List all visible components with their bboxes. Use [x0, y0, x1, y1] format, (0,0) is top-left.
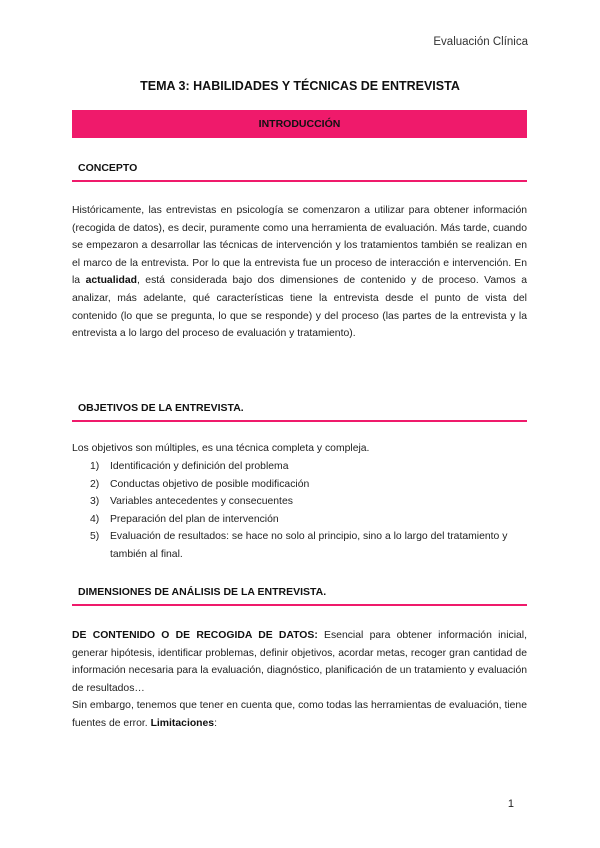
dimensiones-heading: DIMENSIONES DE ANÁLISIS DE LA ENTREVISTA.: [72, 586, 527, 606]
list-item-number: 4): [90, 513, 100, 525]
concepto-paragraph: [72, 202, 527, 343]
running-header: Evaluación Clínica: [433, 36, 528, 48]
dimensiones-paragraph-1: [72, 627, 527, 697]
list-item-text: Evaluación de resultados: se hace no solo al principio, sino a lo largo del tratamiento y también al final.: [110, 531, 508, 560]
section-banner: INTRODUCCIÓN: [72, 110, 527, 138]
dimensiones-paragraph-2: [72, 697, 527, 732]
list-item-number: 3): [90, 496, 100, 508]
document-title: TEMA 3: HABILIDADES Y TÉCNICAS DE ENTREVISTA: [140, 79, 460, 93]
list-item: [72, 458, 527, 476]
dimensiones-text-end: :: [214, 717, 217, 729]
list-item-number: 5): [90, 531, 100, 543]
list-item: [72, 493, 527, 511]
concepto-heading: CONCEPTO: [72, 162, 527, 182]
list-item: [72, 476, 527, 494]
list-item-number: 2): [90, 478, 100, 490]
objetivos-list: [72, 458, 527, 564]
list-item: [72, 511, 527, 529]
list-item: [72, 528, 527, 563]
page-number: 1: [507, 798, 514, 810]
dimensiones-text-1: Esencial para obtener información inicial, generar hipótesis, identificar problemas, definir objetivos, acordar metas, recoger gran cantidad de información necesaria para la evaluación, diagnóstico, planificación de un tratamiento y evaluación de resultados…: [72, 630, 527, 694]
concepto-text-2: , está considerada bajo dos dimensiones de contenido y de proceso. Vamos a analizar, más adelante, qué características tiene la entrevista desde el punto de vista del contenido (lo que se pregunta, lo que se responde) y del proceso (las partes de la entrevista y la entrevista a lo largo del proceso de evaluación y tratamiento).: [72, 275, 527, 340]
list-item-text: Conductas objetivo de posible modificación: [110, 478, 310, 490]
limitaciones-term: Limitaciones: [150, 717, 215, 729]
list-item-text: Preparación del plan de intervención: [110, 513, 279, 525]
list-item-number: 1): [90, 461, 100, 472]
concepto-text-1: Históricamente, las entrevistas en psicología se comenzaron a utilizar para obtener información (recogida de datos), es decir, puramente como una herramienta de evaluación. Más tarde, cuando se empezaron a desarrollar las técnicas de intervención y los tratamientos también se realizan en el marco de la entrevista. Por lo que la entrevista fue un proceso de interacción e intervención. En la: [72, 205, 527, 287]
objetivos-intro: Los objetivos son múltiples, es una técnica completa y compleja.: [72, 443, 370, 454]
objetivos-heading: OBJETIVOS DE LA ENTREVISTA.: [72, 402, 527, 422]
dimensiones-text-2: Sin embargo, tenemos que tener en cuenta que, como todas las herramientas de evaluación, tiene fuentes de error.: [72, 700, 527, 729]
list-item-text: Variables antecedentes y consecuentes: [110, 496, 293, 508]
list-item-text: Identificación y definición del problema: [110, 461, 289, 472]
concepto-bold-term: actualidad: [85, 275, 137, 287]
dimensiones-bold-lead: DE CONTENIDO O DE RECOGIDA DE DATOS:: [72, 630, 318, 641]
